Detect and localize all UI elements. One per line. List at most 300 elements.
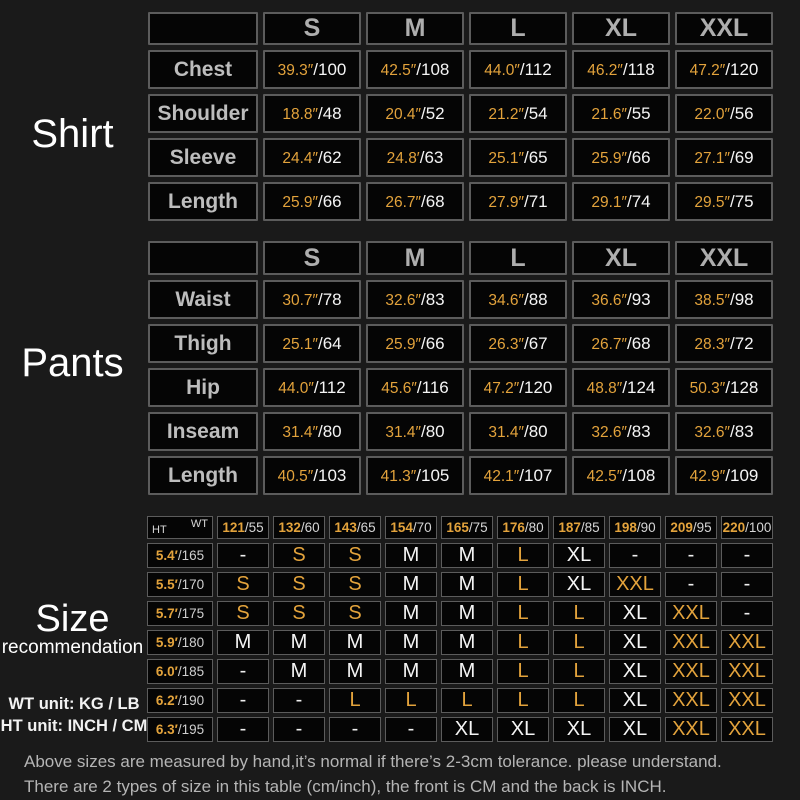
inch-value: 25.9″ bbox=[282, 193, 318, 211]
inch-value: 22.0″ bbox=[694, 105, 730, 123]
size-value: L bbox=[405, 689, 417, 711]
size-value: M bbox=[458, 602, 476, 624]
cm-value: /65 bbox=[524, 147, 548, 167]
recommended-size-cell bbox=[665, 659, 717, 684]
height-row-label bbox=[147, 717, 213, 742]
measurement-cell bbox=[366, 412, 464, 451]
size-value: XXL bbox=[672, 631, 710, 653]
ht-corner-label: HT bbox=[152, 524, 167, 536]
cm-value: /124 bbox=[622, 377, 656, 397]
recommended-size-cell bbox=[609, 630, 661, 655]
size-column-header: XXL bbox=[675, 241, 773, 275]
size-column-header: S bbox=[263, 12, 361, 45]
measurement-cell bbox=[675, 182, 773, 221]
measurement-cell bbox=[675, 456, 773, 495]
size-value: XXL bbox=[728, 689, 766, 711]
inch-value: 28.3″ bbox=[694, 335, 730, 353]
cm-value: /100 bbox=[313, 59, 347, 79]
height-cm-value: /195 bbox=[177, 722, 205, 737]
size-value: S bbox=[348, 573, 362, 595]
size-value: - bbox=[295, 689, 303, 711]
size-value: XL bbox=[622, 718, 648, 740]
recommended-size-cell bbox=[441, 601, 493, 626]
size-value: M bbox=[458, 573, 476, 595]
inch-value: 42.5″ bbox=[380, 61, 417, 79]
height-row bbox=[147, 717, 773, 742]
measurement-cell bbox=[572, 368, 670, 407]
inch-value: 38.5″ bbox=[694, 291, 730, 309]
recommended-size-cell bbox=[721, 688, 773, 713]
cm-value: /83 bbox=[627, 421, 651, 441]
size-value: - bbox=[407, 718, 415, 740]
inch-value: 24.8′ bbox=[386, 149, 420, 167]
recommended-size-cell bbox=[217, 601, 269, 626]
inch-value: 18.8″ bbox=[282, 105, 318, 123]
recommended-size-cell bbox=[441, 659, 493, 684]
inch-value: 40.5″ bbox=[277, 467, 314, 485]
measurement-cell bbox=[572, 456, 670, 495]
inch-value: 25.9″ bbox=[591, 149, 627, 167]
size-value: M bbox=[346, 660, 364, 682]
weight-kg-value: /60 bbox=[300, 520, 320, 535]
recommended-size-cell bbox=[665, 572, 717, 597]
size-value: L bbox=[573, 689, 585, 711]
recommended-size-cell bbox=[329, 630, 381, 655]
cm-value: /108 bbox=[622, 465, 656, 485]
height-cm-value: /180 bbox=[177, 635, 205, 650]
cm-value: /103 bbox=[313, 465, 347, 485]
inch-value: 32.6″ bbox=[591, 423, 627, 441]
measurement-row bbox=[148, 182, 773, 221]
cm-value: /109 bbox=[725, 465, 759, 485]
size-value: M bbox=[346, 631, 364, 653]
inch-value: 34.6″ bbox=[488, 291, 524, 309]
weight-kg-value: /80 bbox=[524, 520, 544, 535]
recommended-size-cell bbox=[273, 572, 325, 597]
measurement-row bbox=[148, 280, 773, 319]
size-value: XL bbox=[566, 718, 592, 740]
cm-value: /105 bbox=[416, 465, 450, 485]
recommended-size-cell bbox=[217, 688, 269, 713]
recommended-size-cell bbox=[497, 601, 549, 626]
height-row-label bbox=[147, 572, 213, 597]
weight-kg-value: /65 bbox=[356, 520, 376, 535]
size-value: - bbox=[743, 544, 751, 566]
size-value: - bbox=[687, 544, 695, 566]
weight-column-header bbox=[273, 516, 325, 539]
measurement-cell bbox=[469, 324, 567, 363]
recommended-size-cell bbox=[497, 543, 549, 568]
recommended-size-cell bbox=[385, 688, 437, 713]
cm-value: /66 bbox=[627, 147, 651, 167]
weight-lb-value: 220 bbox=[722, 520, 746, 535]
measurement-cell bbox=[675, 368, 773, 407]
measurement-cell bbox=[572, 412, 670, 451]
weight-column-header bbox=[609, 516, 661, 539]
cm-value: /56 bbox=[730, 103, 754, 123]
inch-value: 29.1″ bbox=[591, 193, 627, 211]
size-value: L bbox=[349, 689, 361, 711]
measurement-cell bbox=[675, 280, 773, 319]
cm-value: /120 bbox=[725, 59, 759, 79]
measurement-cell bbox=[469, 182, 567, 221]
cm-value: /55 bbox=[627, 103, 651, 123]
inch-value: 30.7″ bbox=[282, 291, 318, 309]
size-value: L bbox=[517, 573, 529, 595]
cm-value: /116 bbox=[416, 377, 449, 397]
recommended-size-cell bbox=[217, 630, 269, 655]
weight-column-header bbox=[665, 516, 717, 539]
height-ft-value: 5.9′ bbox=[155, 635, 178, 650]
size-value: XXL bbox=[728, 718, 766, 740]
inch-value: 48.8″ bbox=[586, 379, 623, 397]
weight-lb-value: 154 bbox=[390, 520, 413, 535]
size-value: M bbox=[458, 544, 476, 566]
size-value: M bbox=[402, 544, 420, 566]
recommended-size-cell bbox=[329, 543, 381, 568]
cm-value: /93 bbox=[627, 289, 651, 309]
wt-unit-note: WT unit: KG / LB bbox=[8, 695, 140, 713]
recommended-size-cell bbox=[553, 717, 605, 742]
size-value: XXL bbox=[672, 718, 710, 740]
recommended-size-cell bbox=[553, 630, 605, 655]
wt-corner-label: WT bbox=[190, 518, 208, 530]
measurement-row-label: Inseam bbox=[148, 412, 258, 451]
height-row bbox=[147, 543, 773, 568]
recommended-size-cell bbox=[385, 543, 437, 568]
measurement-cell bbox=[263, 368, 361, 407]
size-value: L bbox=[573, 631, 585, 653]
measurement-cell bbox=[263, 50, 361, 89]
size-value: - bbox=[239, 544, 247, 566]
inch-value: 27.1″ bbox=[694, 149, 730, 167]
cm-value: /83 bbox=[730, 421, 754, 441]
size-value: S bbox=[236, 602, 250, 624]
size-value: M bbox=[290, 631, 308, 653]
inch-value: 26.7″ bbox=[591, 335, 627, 353]
cm-value: /68 bbox=[627, 333, 651, 353]
size-value: L bbox=[573, 602, 585, 624]
recommended-size-cell bbox=[497, 717, 549, 742]
measurement-cell bbox=[366, 368, 464, 407]
inch-value: 21.2″ bbox=[488, 105, 524, 123]
measurement-cell bbox=[469, 280, 567, 319]
size-column-header: M bbox=[366, 12, 464, 45]
size-value: XL bbox=[622, 602, 648, 624]
measurement-cell bbox=[675, 94, 773, 133]
recommended-size-cell bbox=[273, 601, 325, 626]
recommended-size-cell bbox=[441, 572, 493, 597]
recommended-size-cell bbox=[273, 688, 325, 713]
measurement-row bbox=[148, 412, 773, 451]
cm-value: /83 bbox=[421, 289, 445, 309]
size-value: XL bbox=[622, 660, 648, 682]
inch-value: 42.9″ bbox=[689, 467, 726, 485]
measurement-cell bbox=[469, 50, 567, 89]
size-value: M bbox=[402, 660, 420, 682]
recommended-size-cell bbox=[217, 659, 269, 684]
recommended-size-cell bbox=[609, 572, 661, 597]
size-value: XXL bbox=[672, 660, 710, 682]
weight-column-header bbox=[497, 516, 549, 539]
measurement-cell bbox=[263, 182, 361, 221]
size-column-header: XXL bbox=[675, 12, 773, 45]
measurement-row bbox=[148, 138, 773, 177]
cm-value: /80 bbox=[318, 421, 342, 441]
recommended-size-cell bbox=[497, 688, 549, 713]
recommended-size-cell bbox=[665, 630, 717, 655]
height-row-label bbox=[147, 543, 213, 568]
recommended-size-cell bbox=[721, 659, 773, 684]
size-recommendation-table bbox=[143, 512, 777, 746]
measurement-cell bbox=[469, 412, 567, 451]
inch-value: 36.6″ bbox=[591, 291, 627, 309]
measurement-cell bbox=[263, 456, 361, 495]
inch-value: 25.9″ bbox=[385, 335, 421, 353]
recommended-size-cell bbox=[609, 717, 661, 742]
recommended-size-cell bbox=[553, 659, 605, 684]
size-value: L bbox=[517, 660, 529, 682]
measurement-cell bbox=[366, 50, 464, 89]
measurement-row bbox=[148, 324, 773, 363]
recommended-size-cell bbox=[665, 717, 717, 742]
height-cm-value: /165 bbox=[177, 548, 205, 563]
recommended-size-cell bbox=[553, 601, 605, 626]
recommended-size-cell bbox=[497, 572, 549, 597]
recommended-size-cell bbox=[721, 572, 773, 597]
size-value: - bbox=[351, 718, 359, 740]
height-row-label bbox=[147, 688, 213, 713]
recommended-size-cell bbox=[665, 601, 717, 626]
measurement-row-label: Chest bbox=[148, 50, 258, 89]
height-row bbox=[147, 659, 773, 684]
size-value: XXL bbox=[728, 631, 766, 653]
size-value: M bbox=[402, 573, 420, 595]
measurement-cell bbox=[572, 50, 670, 89]
header-row bbox=[148, 12, 773, 45]
cm-value: /78 bbox=[318, 289, 342, 309]
size-value: L bbox=[517, 544, 529, 566]
recommended-size-cell bbox=[721, 543, 773, 568]
weight-kg-value: /85 bbox=[580, 520, 600, 535]
recommended-size-cell bbox=[609, 688, 661, 713]
weight-column-header bbox=[329, 516, 381, 539]
footnotes bbox=[0, 749, 800, 799]
size-value: M bbox=[458, 660, 476, 682]
height-row bbox=[147, 601, 773, 626]
pants-size-table bbox=[143, 236, 778, 500]
measurement-cell bbox=[572, 94, 670, 133]
size-value: XL bbox=[622, 631, 648, 653]
size-value: M bbox=[402, 602, 420, 624]
weight-lb-value: 165 bbox=[446, 520, 469, 535]
cm-value: /107 bbox=[519, 465, 553, 485]
recommended-size-cell bbox=[609, 659, 661, 684]
measurement-cell bbox=[366, 138, 464, 177]
weight-kg-value: /90 bbox=[636, 520, 656, 535]
inch-value: 44.0″ bbox=[484, 61, 520, 79]
height-row-label bbox=[147, 659, 213, 684]
measurement-row bbox=[148, 94, 773, 133]
inch-value: 39.3″ bbox=[277, 61, 314, 79]
size-value: - bbox=[239, 718, 247, 740]
inch-value: 27.9″ bbox=[488, 193, 524, 211]
weight-kg-value: /95 bbox=[692, 520, 712, 535]
inch-value: 26.3″ bbox=[488, 335, 524, 353]
size-value: XXL bbox=[672, 602, 710, 624]
size-column-header: XL bbox=[572, 12, 670, 45]
weight-lb-value: 176 bbox=[502, 520, 525, 535]
size-value: - bbox=[295, 718, 303, 740]
size-value: S bbox=[292, 544, 306, 566]
inch-value: 25.1″ bbox=[282, 335, 318, 353]
measurement-cell bbox=[263, 412, 361, 451]
inch-value: 44.0″ bbox=[278, 379, 314, 397]
size-value: L bbox=[573, 660, 585, 682]
inch-value: 32.6″ bbox=[694, 423, 730, 441]
size-value: - bbox=[743, 602, 751, 624]
inch-value: 26.7″ bbox=[385, 193, 421, 211]
cm-value: /80 bbox=[421, 421, 445, 441]
size-value: XXL bbox=[672, 689, 710, 711]
size-value: XXL bbox=[616, 573, 654, 595]
size-column-header: L bbox=[469, 12, 567, 45]
cm-value: /62 bbox=[318, 147, 342, 167]
measurement-cell bbox=[572, 280, 670, 319]
recommended-size-cell bbox=[329, 688, 381, 713]
measurement-cell bbox=[572, 182, 670, 221]
size-value: S bbox=[348, 602, 362, 624]
weight-column-header bbox=[553, 516, 605, 539]
header-row bbox=[147, 516, 773, 539]
recommended-size-cell bbox=[441, 543, 493, 568]
size-value: L bbox=[517, 631, 529, 653]
inch-value: 25.1″ bbox=[488, 149, 524, 167]
recommended-size-cell bbox=[441, 717, 493, 742]
measurement-row-label: Length bbox=[148, 182, 258, 221]
size-recommendation-title: Size bbox=[35, 598, 110, 640]
cm-value: /75 bbox=[730, 191, 754, 211]
recommended-size-cell bbox=[497, 630, 549, 655]
inch-value: 29.5″ bbox=[694, 193, 730, 211]
weight-kg-value: /55 bbox=[244, 520, 264, 535]
inch-value: 31.4″ bbox=[488, 423, 524, 441]
size-value: XL bbox=[566, 544, 592, 566]
measurement-cell bbox=[366, 456, 464, 495]
shirt-size-table bbox=[143, 7, 778, 226]
measurement-row-label: Shoulder bbox=[148, 94, 258, 133]
size-value: L bbox=[517, 689, 529, 711]
size-value: XL bbox=[454, 718, 480, 740]
recommended-size-cell bbox=[665, 543, 717, 568]
size-value: S bbox=[292, 602, 306, 624]
measurement-cell bbox=[469, 138, 567, 177]
footnote-line-1: Above sizes are measured by hand,it’s normal if there’s 2-3cm tolerance. please understand. bbox=[24, 752, 722, 771]
cm-value: /120 bbox=[519, 377, 553, 397]
measurement-cell bbox=[366, 280, 464, 319]
height-ft-value: 6.3′ bbox=[155, 722, 178, 737]
size-value: XL bbox=[622, 689, 648, 711]
recommended-size-cell bbox=[609, 601, 661, 626]
measurement-cell bbox=[469, 456, 567, 495]
size-value: - bbox=[239, 689, 247, 711]
recommended-size-cell bbox=[329, 601, 381, 626]
height-row-label bbox=[147, 601, 213, 626]
recommended-size-cell bbox=[721, 630, 773, 655]
measurement-cell bbox=[263, 94, 361, 133]
cm-value: /72 bbox=[730, 333, 754, 353]
recommended-size-cell bbox=[721, 717, 773, 742]
size-value: M bbox=[234, 631, 252, 653]
recommended-size-cell bbox=[273, 630, 325, 655]
cm-value: /108 bbox=[416, 59, 450, 79]
measurement-cell bbox=[675, 412, 773, 451]
recommended-size-cell bbox=[721, 601, 773, 626]
recommended-size-cell bbox=[273, 543, 325, 568]
cm-value: /66 bbox=[421, 333, 445, 353]
size-column-header: XL bbox=[572, 241, 670, 275]
measurement-cell bbox=[469, 368, 567, 407]
measurement-row-label: Length bbox=[148, 456, 258, 495]
cm-value: /54 bbox=[524, 103, 548, 123]
weight-lb-value: 132 bbox=[278, 520, 301, 535]
recommended-size-cell bbox=[385, 659, 437, 684]
recommended-size-cell bbox=[441, 630, 493, 655]
cm-value: /88 bbox=[524, 289, 548, 309]
recommended-size-cell bbox=[329, 572, 381, 597]
weight-lb-value: 143 bbox=[334, 520, 357, 535]
recommended-size-cell bbox=[273, 717, 325, 742]
measurement-cell bbox=[366, 94, 464, 133]
recommended-size-cell bbox=[329, 659, 381, 684]
cm-value: /80 bbox=[524, 421, 548, 441]
measurement-cell bbox=[572, 138, 670, 177]
diagonal-corner-cell bbox=[148, 12, 258, 45]
inch-value: 20.4″ bbox=[385, 105, 421, 123]
height-ft-value: 5.7′ bbox=[155, 606, 178, 621]
weight-kg-value: /70 bbox=[412, 520, 432, 535]
recommended-size-cell bbox=[217, 543, 269, 568]
height-cm-value: /175 bbox=[177, 606, 205, 621]
size-value: S bbox=[236, 573, 250, 595]
height-ft-value: 5.4′ bbox=[155, 548, 178, 563]
measurement-cell bbox=[675, 324, 773, 363]
recommended-size-cell bbox=[441, 688, 493, 713]
height-cm-value: /170 bbox=[177, 577, 205, 592]
measurement-cell bbox=[469, 94, 567, 133]
measurement-cell bbox=[366, 182, 464, 221]
height-cm-value: /190 bbox=[177, 693, 205, 708]
inch-value: 45.6″ bbox=[381, 379, 417, 397]
size-value: - bbox=[631, 544, 639, 566]
weight-lb-value: 121 bbox=[222, 520, 245, 535]
cm-value: /63 bbox=[419, 147, 444, 167]
ht-wt-corner-cell bbox=[147, 516, 213, 539]
cm-value: /112 bbox=[313, 377, 346, 397]
cm-value: /128 bbox=[725, 377, 759, 397]
cm-value: /67 bbox=[524, 333, 548, 353]
height-row-label bbox=[147, 630, 213, 655]
inch-value: 31.4″ bbox=[385, 423, 421, 441]
size-value: L bbox=[517, 602, 529, 624]
size-value: - bbox=[239, 660, 247, 682]
recommended-size-cell bbox=[665, 688, 717, 713]
height-row bbox=[147, 688, 773, 713]
cm-value: /118 bbox=[622, 59, 655, 79]
weight-column-header bbox=[721, 516, 773, 539]
size-value: S bbox=[292, 573, 306, 595]
height-ft-value: 5.5′ bbox=[155, 577, 178, 592]
